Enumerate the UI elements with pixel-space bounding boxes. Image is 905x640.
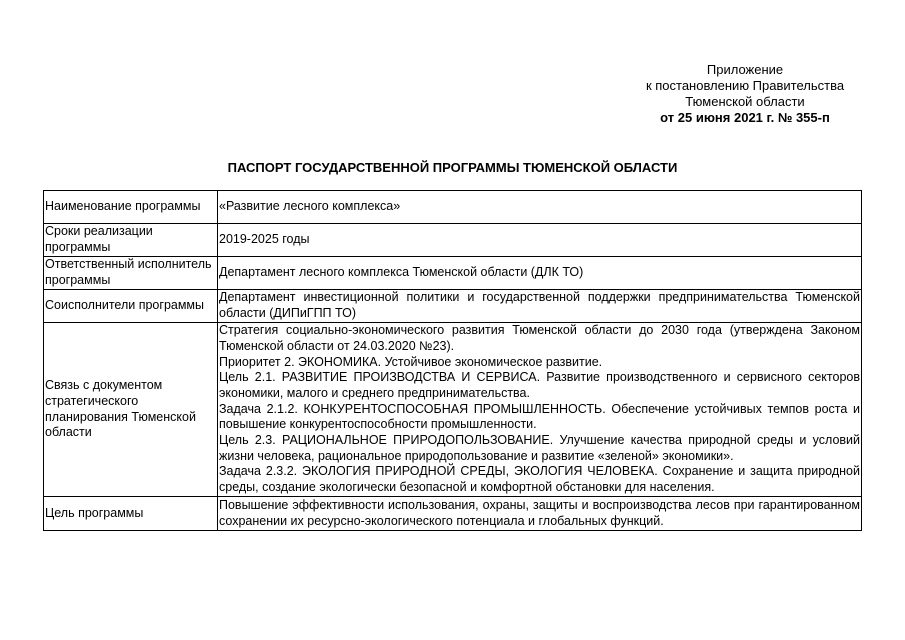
row-value-text: Департамент инвестиционной политики и государственной поддержки предпринимательства Тюменской области (ДИПиГПП ТО) xyxy=(219,290,860,320)
row-value-text: Цель 2.1. РАЗВИТИЕ ПРОИЗВОДСТВА И СЕРВИСА. Развитие производственного и сервисного секторов экономики, малого и среднего предпринимательства. xyxy=(219,370,860,400)
row-value-text: Задача 2.1.2. КОНКУРЕНТОСПОСОБНАЯ ПРОМЫШЛЕННОСТЬ. Обеспечение устойчивых темпов роста и повышение конкурентоспособности промышленности. xyxy=(219,401,860,432)
row-value-text: Стратегия социально-экономического развития Тюменской области до 2030 года (утверждена Законом Тюменской области от 24.03.2020 №23). xyxy=(219,323,860,353)
passport-table xyxy=(43,190,862,531)
table-row xyxy=(44,497,862,531)
row-label: Цель программы xyxy=(44,497,218,531)
page-title: ПАСПОРТ ГОСУДАРСТВЕННОЙ ПРОГРАММЫ ТЮМЕНСКОЙ ОБЛАСТИ xyxy=(227,160,678,175)
row-value-text: Цель 2.3. РАЦИОНАЛЬНОЕ ПРИРОДОПОЛЬЗОВАНИЕ. Улучшение качества природной среды и условий жизни человека, рациональное природопользование и развитие «зеленой» экономики». xyxy=(219,433,860,463)
row-value-text: Повышение эффективности использования, охраны, защиты и воспроизводства лесов при гарантированном сохранении их ресурсно-экологического потенциала и глобальных функций. xyxy=(219,497,860,528)
row-value-text: Задача 2.3.2. ЭКОЛОГИЯ ПРИРОДНОЙ СРЕДЫ, ЭКОЛОГИЯ ЧЕЛОВЕКА. Сохранение и защита природной среды, создание экологически безопасной и комфортной обстановки для населения. xyxy=(219,464,860,495)
row-label: Соисполнители программы xyxy=(44,290,218,323)
row-value xyxy=(218,257,862,290)
row-value xyxy=(218,224,862,257)
row-label: Связь с документом стратегического планирования Тюменской области xyxy=(44,323,218,497)
table-row xyxy=(44,191,862,224)
row-value-text: 2019-2025 годы xyxy=(219,232,310,247)
appendix-line: Тюменской области xyxy=(685,94,805,109)
row-label: Сроки реализации программы xyxy=(44,224,218,257)
row-value xyxy=(218,290,862,323)
row-value xyxy=(218,191,862,224)
row-value xyxy=(218,323,862,497)
row-label: Наименование программы xyxy=(44,191,218,224)
appendix-block xyxy=(600,62,890,126)
table-row xyxy=(44,257,862,290)
table-row xyxy=(44,323,862,497)
row-value-text: Приоритет 2. ЭКОНОМИКА. Устойчивое экономическое развитие. xyxy=(219,354,603,369)
appendix-line: к постановлению Правительства xyxy=(645,78,845,93)
table-row xyxy=(44,224,862,257)
appendix-date: от 25 июня 2021 г. № 355-п xyxy=(660,110,830,125)
appendix-line: Приложение xyxy=(706,62,784,77)
row-label: Ответственный исполнитель программы xyxy=(44,257,218,290)
table-row xyxy=(44,290,862,323)
row-value xyxy=(218,497,862,531)
row-value-text: «Развитие лесного комплекса» xyxy=(219,199,401,214)
row-value-text: Департамент лесного комплекса Тюменской области (ДЛК ТО) xyxy=(219,265,584,280)
